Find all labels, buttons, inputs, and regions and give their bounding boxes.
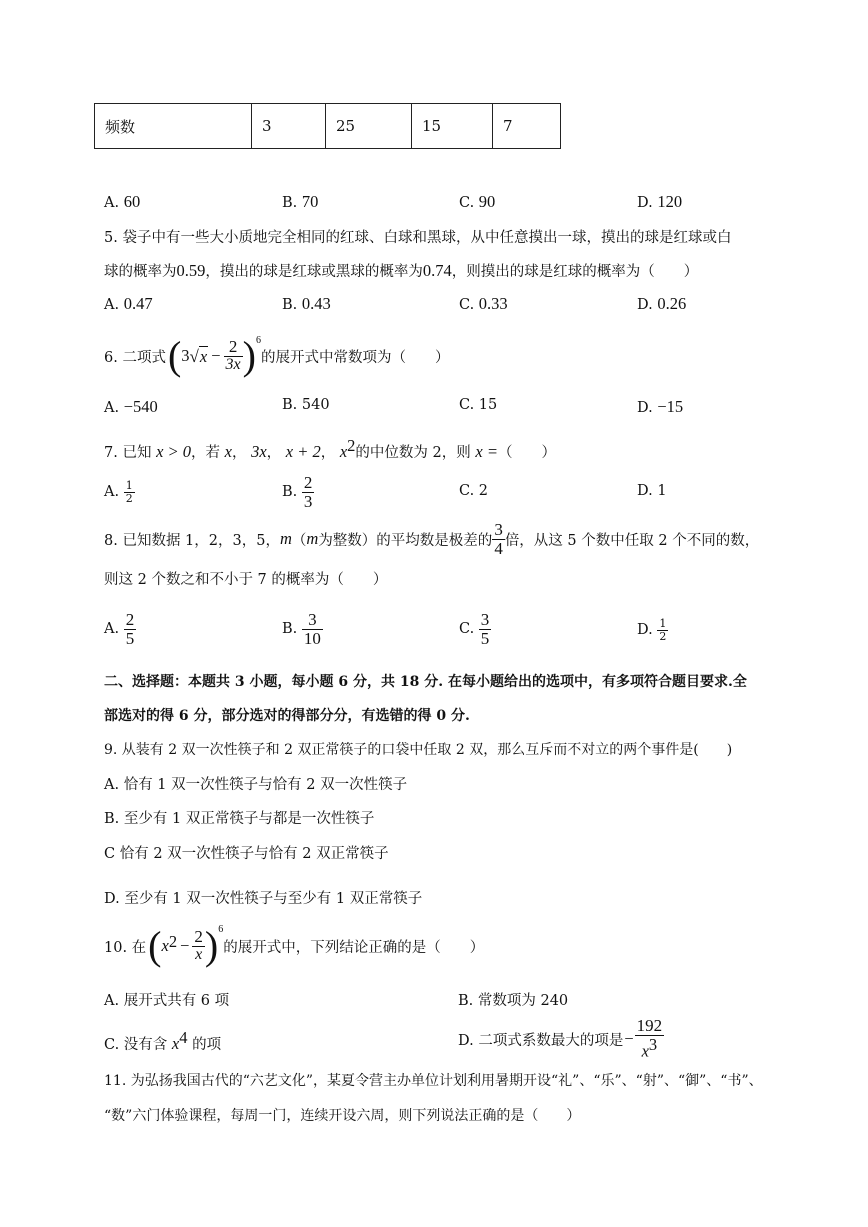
q5-stem-line1: 5. 袋子中有一些大小质地完全相同的红球、白球和黑球，从中任意摸出一球，摸出的球是红球或白 bbox=[104, 230, 732, 246]
q9-option-d: D. 至少有 1 双一次性筷子与至少有 1 双正常筷子 bbox=[104, 891, 423, 907]
table-cell: 15 bbox=[412, 104, 493, 149]
frequency-table bbox=[94, 103, 561, 149]
option-a: A. −540 bbox=[104, 397, 158, 416]
option-c: C. 0.33 bbox=[459, 294, 508, 313]
q10-option-b: B. 常数项为 240 bbox=[458, 993, 569, 1009]
fraction: $\frac{2}{x}$ bbox=[194, 927, 203, 964]
section-heading-line2: 部选对的得 6 分，部分选对的得部分分，有选错的得 0 分. bbox=[104, 708, 470, 724]
q11-stem-line2: “数”六门体验课程，每周一门，连续开设六周，则下列说法正确的是（ ） bbox=[104, 1108, 581, 1124]
option-d: D. 0.26 bbox=[637, 294, 687, 313]
option-b: B. $\frac{2}{3}$ bbox=[282, 472, 313, 511]
option-d: D. 120 bbox=[637, 192, 683, 211]
q7-stem: 7. 已知 x > 0，若 x， 3x， x + 2， $x^2$的中位数为 2，则 x =（ ） bbox=[104, 436, 556, 461]
option-d: D. $\frac{1}{2}$ bbox=[637, 616, 667, 643]
q8-stem-line2: 则这 2 个数之和不小于 7 的概率为（ ） bbox=[104, 572, 388, 588]
option-c: C. 90 bbox=[459, 192, 496, 211]
option-a: A. 60 bbox=[104, 192, 141, 211]
section-heading-line1: 二、选择题：本题共 3 小题，每小题 6 分，共 18 分. 在每小题给出的选项中，有多项符合题目要求.全 bbox=[104, 674, 747, 690]
option-b: B. 540 bbox=[282, 397, 330, 413]
option-d: D. −15 bbox=[637, 397, 684, 416]
option-a: A. 0.47 bbox=[104, 294, 153, 313]
table-cell: 3 bbox=[252, 104, 326, 149]
q11-stem-line1: 11. 为弘扬我国古代的“六艺文化”，某夏令营主办单位计划利用暑期开设“礼”、“乐”、“射”、“御”、“书”、 bbox=[104, 1073, 763, 1089]
option-b: B. $\frac{3}{10}$ bbox=[282, 609, 321, 648]
option-d: D. 1 bbox=[637, 483, 667, 499]
q9-option-c: C 恰有 2 双一次性筷子与恰有 2 双正常筷子 bbox=[104, 846, 389, 862]
option-c: C. 2 bbox=[459, 483, 489, 499]
q8-stem-line1: 8. 已知数据 1，2，3，5， m （ m 为整数）的平均数是极差的 $\frac{3}{4}$ 倍，从这 5 个数中任取 2 个不同的数， bbox=[104, 519, 760, 558]
option-a: A. $\frac{2}{5}$ bbox=[104, 609, 135, 648]
q6-stem: 6. 二项式 ( 3 √ x − $\frac{2}{3x}$ ) 6 的展开式中常数项为（ ） bbox=[104, 333, 450, 378]
q10-option-a: A. 展开式共有 6 项 bbox=[104, 993, 230, 1009]
fraction: $\frac{3}{4}$ bbox=[494, 519, 503, 558]
q5-stem-line2: 球的概率为0.59，摸出的球是红球或黑球的概率为0.74，则摸出的球是红球的概率为（ ） bbox=[104, 261, 699, 280]
table-row-label: 频数 bbox=[95, 104, 252, 149]
sqrt-symbol: √ x bbox=[189, 346, 208, 366]
q10-option-d: D. 二项式系数最大的项是 − $\frac{192}{x^3}$ bbox=[458, 1016, 663, 1061]
option-c: C. $\frac{3}{5}$ bbox=[459, 609, 490, 648]
table-cell: 25 bbox=[326, 104, 412, 149]
table-row bbox=[95, 104, 561, 149]
option-c: C. 15 bbox=[459, 397, 498, 413]
q10-stem: 10. 在 ( x 2 − $\frac{2}{x}$ ) 6 的展开式中，下列结论正确的是（ ） bbox=[104, 923, 485, 968]
fraction: $\frac{192}{x^3}$ bbox=[636, 1016, 663, 1061]
option-b: B. 0.43 bbox=[282, 294, 331, 313]
q9-option-a: A. 恰有 1 双一次性筷子与恰有 2 双一次性筷子 bbox=[104, 777, 408, 793]
fraction: $\frac{2}{3x}$ bbox=[225, 337, 241, 374]
q10-option-c: C. 没有含 $x^4$ 的项 bbox=[104, 1028, 222, 1053]
q9-option-b: B. 至少有 1 双正常筷子与都是一次性筷子 bbox=[104, 811, 375, 827]
q9-stem: 9. 从装有 2 双一次性筷子和 2 双正常筷子的口袋中任取 2 双，那么互斥而不对立的两个事件是( ) bbox=[104, 742, 733, 758]
table-cell: 7 bbox=[493, 104, 561, 149]
option-b: B. 70 bbox=[282, 192, 319, 211]
option-a: A. $\frac{1}{2}$ bbox=[104, 478, 133, 505]
